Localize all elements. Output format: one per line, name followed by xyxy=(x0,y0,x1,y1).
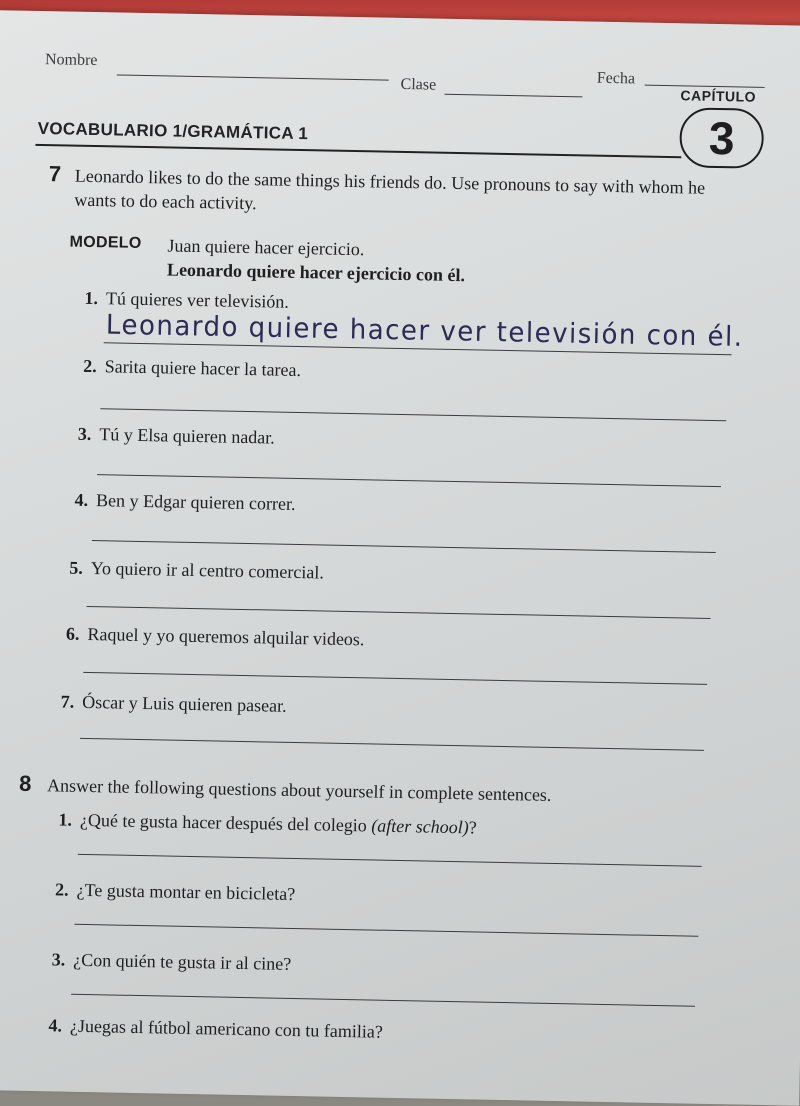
modelo-label: MODELO xyxy=(69,233,142,252)
answer-line-2[interactable] xyxy=(100,408,726,421)
modelo-prompt: Juan quiere hacer ejercicio. xyxy=(167,235,365,260)
answer-line-8-3[interactable] xyxy=(71,994,695,1007)
answer-line-5[interactable] xyxy=(87,606,711,619)
answer-line-8-1[interactable] xyxy=(78,854,702,867)
exercise-7-item xyxy=(78,424,275,449)
exercise-7-instructions: Leonardo likes to do the same things his friends do. Use pronouns to say with whom he wants to do each activity. xyxy=(74,165,706,214)
chapter-badge xyxy=(679,107,764,169)
item-prompt: 7. Óscar y Luis quieren pasear. xyxy=(60,691,287,716)
item-prompt: 2. Sarita quiere hacer la tarea. xyxy=(82,355,302,381)
item-prompt: 5. Yo quiero ir al centro comercial. xyxy=(69,557,325,583)
date-label: Fecha xyxy=(596,69,636,88)
exercise-7-item xyxy=(61,691,287,716)
name-label: Nombre xyxy=(44,51,98,70)
exercise-8-item xyxy=(55,879,295,905)
worksheet-page xyxy=(0,10,800,1106)
exercise-8-item xyxy=(48,1015,383,1042)
exercise-7-item xyxy=(74,490,295,515)
exercise-8-item xyxy=(52,949,292,975)
item-prompt: 4. Ben y Edgar quieren correr. xyxy=(74,489,296,514)
exercise-8-item xyxy=(58,809,477,838)
item-prompt: 1. Tú quieres ver televisión. xyxy=(84,287,290,312)
exercise-7-number: 7 xyxy=(48,161,62,187)
exercise-7-item xyxy=(66,624,365,651)
handwritten-answer-1[interactable]: Leonardo quiere hacer ver televisión con él. xyxy=(105,309,744,354)
class-field[interactable] xyxy=(444,94,582,98)
answer-line-6[interactable] xyxy=(83,672,707,685)
chapter-number: 3 xyxy=(708,111,735,165)
item-prompt: 4. ¿Juegas al fútbol americano con tu familia? xyxy=(48,1015,384,1042)
exercise-8-instructions: Answer the following questions about yourself in complete sentences. xyxy=(46,775,552,805)
chapter-label: CAPÍTULO xyxy=(680,87,757,105)
answer-line-3[interactable] xyxy=(97,474,721,487)
item-prompt: 3. Tú y Elsa quieren nadar. xyxy=(77,423,275,448)
class-label: Clase xyxy=(400,75,437,94)
item-prompt: 3. ¿Con quién te gusta ir al cine? xyxy=(51,949,292,974)
section-title: VOCABULARIO 1/GRAMÁTICA 1 xyxy=(37,118,309,144)
answer-line-8-2[interactable] xyxy=(74,924,698,937)
modelo-answer: Leonardo quiere hacer ejercicio con él. xyxy=(166,259,466,286)
item-prompt: 1. ¿Qué te gusta hacer después del colegio (after school)? xyxy=(58,809,477,838)
answer-line-7[interactable] xyxy=(80,738,704,751)
exercise-7-item xyxy=(83,356,301,381)
exercise-8-number: 8 xyxy=(18,770,32,796)
item-prompt: 2. ¿Te gusta montar en bicicleta? xyxy=(54,879,296,905)
item-prompt: 6. Raquel y yo queremos alquilar videos. xyxy=(65,623,365,650)
section-rule xyxy=(35,144,681,158)
name-field[interactable] xyxy=(117,74,389,80)
exercise-7-item xyxy=(69,558,324,584)
answer-line-4[interactable] xyxy=(92,540,716,553)
